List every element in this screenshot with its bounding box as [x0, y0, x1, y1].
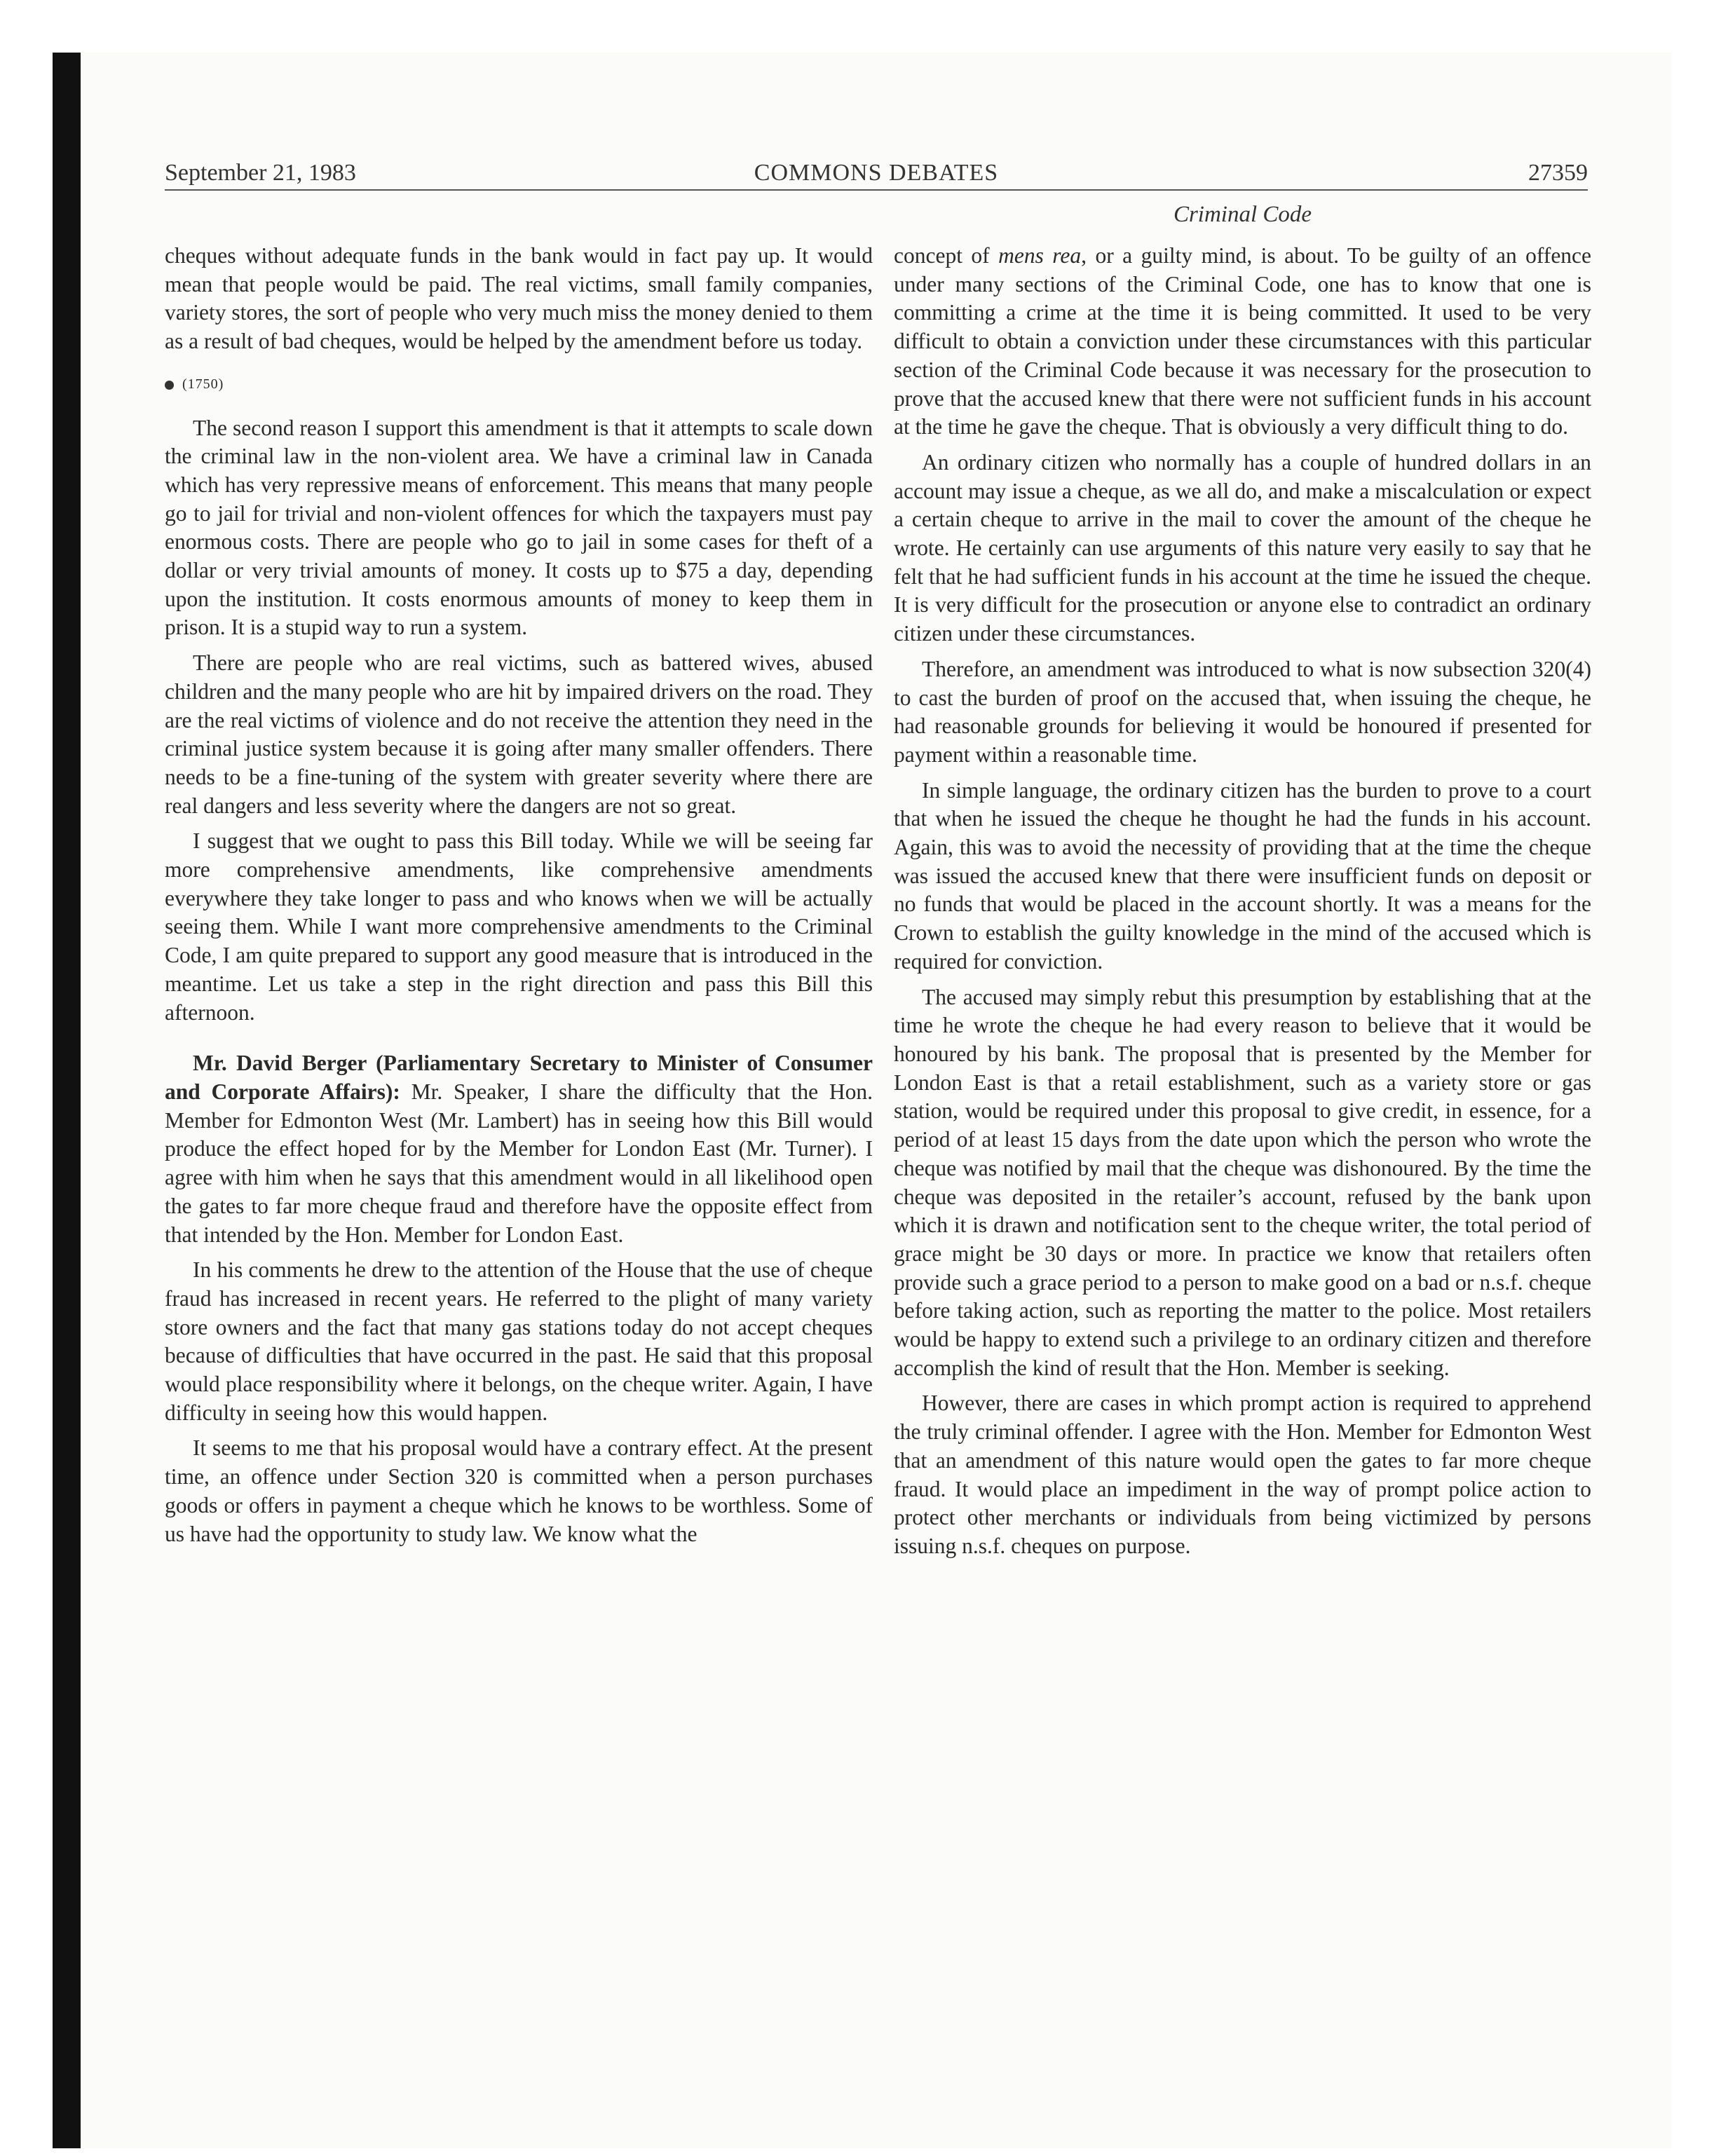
paragraph	[894, 242, 1591, 442]
left-column	[165, 242, 873, 1555]
paragraph: In his comments he drew to the attention of the House that the use of cheque fraud has increased in recent years. He referred to the plight of many variety store owners and the fact that many gas stations today do not accept cheques because of difficulties that have occurred in the past. He said that this proposal would place responsibility where it belongs, on the cheque writer. Again, I have difficulty in seeing how this would happen.	[165, 1257, 873, 1425]
page-number: 27359	[1528, 160, 1588, 186]
page-header	[165, 156, 1588, 191]
bullet-icon	[165, 381, 174, 390]
paragraph: In simple language, the ordinary citizen has the burden to prove to a court that when he issued the cheque he thought he had the funds in his account. Again, this was to avoid the necessity of providing that at the time the cheque was issued the accused knew that there were insufficient funds on deposit or no funds that would be placed in the account shortly. It was a means for the Crown to establish the guilty knowledge in the mind of the accused which is required for conviction.	[894, 777, 1591, 974]
speaker-name: Mr. David Berger (Parliamentary Secretary to Minister of Consumer and Corporate Affairs):	[165, 1051, 873, 1104]
speech-paragraph	[165, 1049, 873, 1249]
section-title: Criminal Code	[1173, 202, 1312, 227]
paragraph: The accused may simply rebut this presumption by establishing that at the time he wrote the cheque he had every reason to believe that it would be honoured by his bank. The proposal that is presented by the Member for London East is that a retail establishment, such as a variety store or gas station, would be required under this proposal to give credit, in essence, for a period of at least 15 days from the date upon which the person who wrote the cheque was notified by mail that the cheque was dishonoured. By the time the cheque was deposited in the retailer’s account, refused by the bank upon which it is drawn and notification sent to the cheque writer, the total period of grace might be 30 days or more. In practice we know that retailers often provide such a grace period to a person to make good on a bad or n.s.f. cheque before taking action, such as reporting the matter to the police. Most retailers would be happy to extend such a privilege to an ordinary citizen and therefore accomplish the kind of result that the Hon. Member is seeking.	[894, 984, 1591, 1380]
paragraph: I suggest that we ought to pass this Bill today. While we will be seeing far more comprehensive amendments, like comprehensive amendments everywhere they take longer to pass and who knows when we will be actually seeing them. While I want more comprehensive amendments to the Criminal Code, I am quite prepared to support any good measure that is introduced in the meantime. Let us take a step in the right direction and pass this Bill this afternoon.	[165, 828, 873, 1025]
text-run: , or a guilty mind, is about. To be guilty of an offence under many sections of the Criminal Code, one has to know that one is committing a crime at the time it is being committed. It used to be very difficult to obtain a conviction under these circumstances with this particular section of the Criminal Code because it was necessary for the prosecution to prove that the accused knew that there were not sufficient funds in his account at the time he gave the cheque. That is obviously a very difficult thing to do.	[894, 243, 1592, 439]
time-marker	[165, 370, 873, 399]
italic-term: mens rea	[998, 243, 1082, 268]
paragraph: An ordinary citizen who normally has a couple of hundred dollars in an account may issue a cheque, as we all do, and make a miscalculation or expect a certain cheque to arrive in the mail to cover the amount of the cheque he wrote. He certainly can use arguments of this nature very easily to say that he felt that he had sufficient funds in his account at the time he issued the cheque. It is very difficult for the prosecution or anyone else to contradict an ordinary citizen under these circumstances.	[894, 449, 1591, 646]
paragraph: There are people who are real victims, such as battered wives, abused children and the many people who are hit by impaired drivers on the road. They are the real victims of violence and do not receive the attention they need in the criminal justice system because it is going after many smaller offenders. There needs to be a fine-tuning of the system with greater severity where there are real dangers and less severity where the dangers are not so great.	[165, 650, 873, 818]
paragraph: cheques without adequate funds in the bank would in fact pay up. It would mean that people would be paid. The real victims, small family companies, variety stores, the sort of people who very much miss the money denied to them as a result of bad cheques, would be helped by the amendment before us today.	[165, 243, 873, 354]
text-run: concept of	[894, 243, 999, 268]
paragraph: The second reason I support this amendment is that it attempts to scale down the criminal law in the non-violent area. We have a criminal law in Canada which has very repressive means of enforcement. This means that many people go to jail for trivial and non-violent offences for which the taxpayers must pay enormous costs. There are people who go to jail in some cases for theft of a dollar or very trivial amounts of money. It costs up to $75 a day, depending upon the institution. It costs enormous amounts of money to keep them in prison. It is a stupid way to run a system.	[165, 415, 873, 640]
header-title: COMMONS DEBATES	[754, 160, 999, 186]
header-date: September 21, 1983	[165, 160, 356, 186]
paragraph: However, there are cases in which prompt action is required to apprehend the truly criminal offender. I agree with the Hon. Member for Edmonton West that an amendment of this nature would open the gates to far more cheque fraud. It would place an impediment in the way of prompt police action to protect other merchants or individuals from being victimized by persons issuing n.s.f. cheques on purpose.	[894, 1391, 1591, 1558]
paragraph: It seems to me that his proposal would have a contrary effect. At the present time, an offence under Section 320 is committed when a person purchases goods or offers in payment a cheque which he knows to be worthless. Some of us have had the opportunity to study law. We know what the	[165, 1435, 873, 1546]
paragraph: Therefore, an amendment was introduced to what is now subsection 320(4) to cast the burden of proof on the accused that, when issuing the cheque, he had reasonable grounds for believing it would be honoured if presented for payment within a reasonable time.	[894, 656, 1591, 767]
scan-edge	[53, 53, 81, 2148]
time-marker-label: (1750)	[182, 376, 224, 392]
right-column	[894, 242, 1591, 1568]
speech-text: Mr. Speaker, I share the difficulty that the Hon. Member for Edmonton West (Mr. Lambert) has in seeing how this Bill would produce the effect hoped for by the Member for London East (Mr. Turner). I agree with him when he says that this amendment would in all likelihood open the gates to far more cheque fraud and therefore have the opposite effect from that intended by the Hon. Member for London East.	[165, 1079, 873, 1247]
